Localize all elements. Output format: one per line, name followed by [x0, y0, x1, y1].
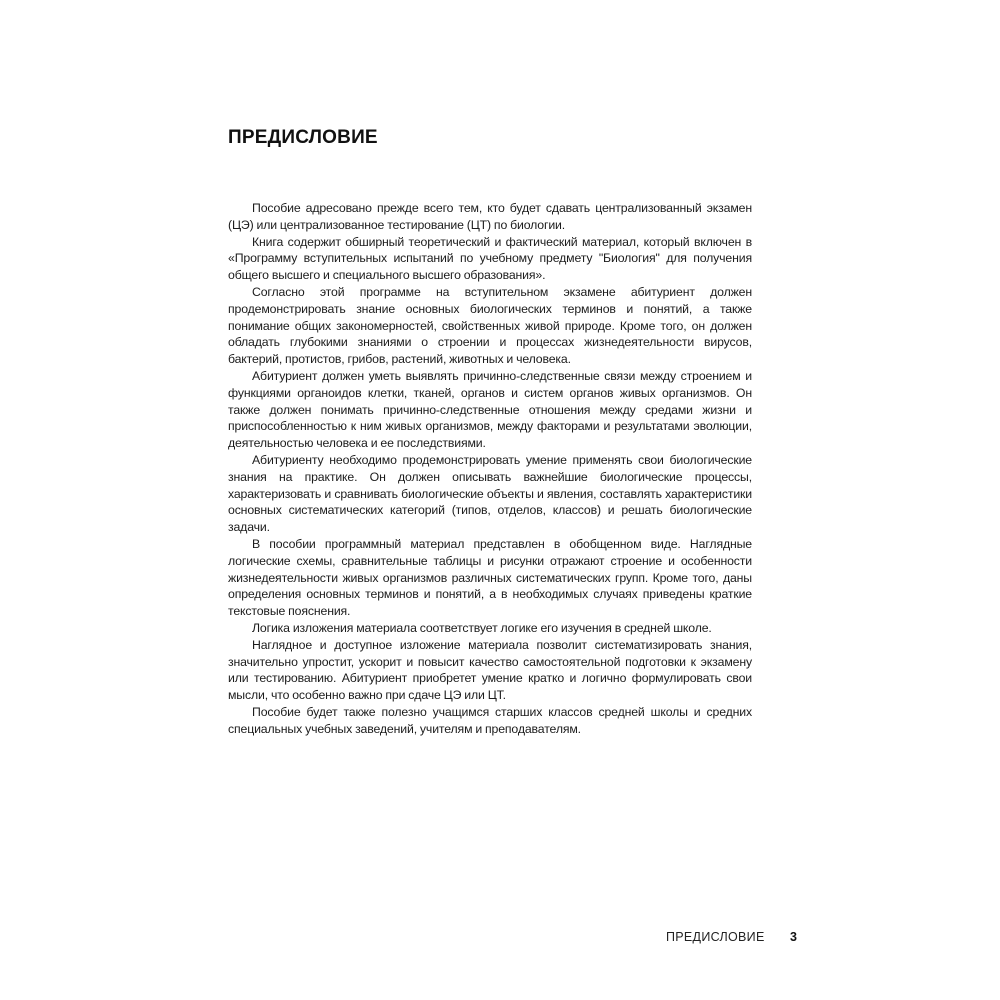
paragraph: Наглядное и доступное изложение материала позволит систематизировать знания, значительно упростит, ускорит и повысит качество самостоятельной подготовки к экзамену или тестированию. Абитуриент приобретет умение кратко и логично формулировать свои мысли, что особенно важно при сдаче ЦЭ или ЦТ.: [228, 637, 752, 703]
paragraph: Пособие будет также полезно учащимся старших классов средней школы и средних специальных учебных заведений, учителям и преподавателям.: [228, 704, 752, 736]
page-number: 3: [790, 930, 797, 944]
page-footer: [500, 930, 800, 950]
paragraph: В пособии программный материал представлен в обобщенном виде. Наглядные логические схемы, сравнительные таблицы и рисунки отражают строение и особенности жизнедеятельности живых организмов различных систематических групп. Кроме того, даны определения основных терминов и понятий, а в необходимых случаях приведены краткие текстовые пояснения.: [228, 536, 752, 619]
preface-body: [228, 200, 752, 738]
paragraph: Абитуриент должен уметь выявлять причинно-следственные связи между строением и функциями органоидов клетки, тканей, органов и систем органов живых организмов. Он также должен понимать причинно-следственные отношения между средами жизни и приспособленностью к ним живых организмов, между факторами и результатами эволюции, деятельностью человека и ее последствиями.: [228, 368, 752, 451]
paragraph: Логика изложения материала соответствует логике его изучения в средней школе.: [252, 620, 712, 635]
paragraph: Книга содержит обширный теоретический и фактический материал, который включен в «Программу вступительных испытаний по учебному предмету "Биология" для получения общего высшего и специального высшего образования».: [228, 234, 752, 283]
running-header: ПРЕДИСЛОВИЕ: [666, 930, 765, 944]
paragraph: Пособие адресовано прежде всего тем, кто будет сдавать централизованный экзамен (ЦЭ) или централизованное тестирование (ЦТ) по биологии.: [228, 201, 752, 232]
page-title: ПРЕДИСЛОВИЕ: [228, 127, 378, 148]
paragraph: Абитуриенту необходимо продемонстрировать умение применять свои биологические знания на практике. Он должен описывать важнейшие биологические процессы, характеризовать и сравнивать биологические объекты и явления, составлять характеристики основных систематических категорий (типов, отделов, классов) и решать биологические задачи.: [228, 452, 752, 535]
paragraph: Согласно этой программе на вступительном экзамене абитуриент должен продемонстрировать знание основных биологических терминов и понятий, а также понимание общих закономерностей, свойственных живой природе. Кроме того, он должен обладать глубокими знаниями о строении и процессах жизнедеятельности вирусов, бактерий, протистов, грибов, растений, животных и человека.: [228, 284, 752, 367]
